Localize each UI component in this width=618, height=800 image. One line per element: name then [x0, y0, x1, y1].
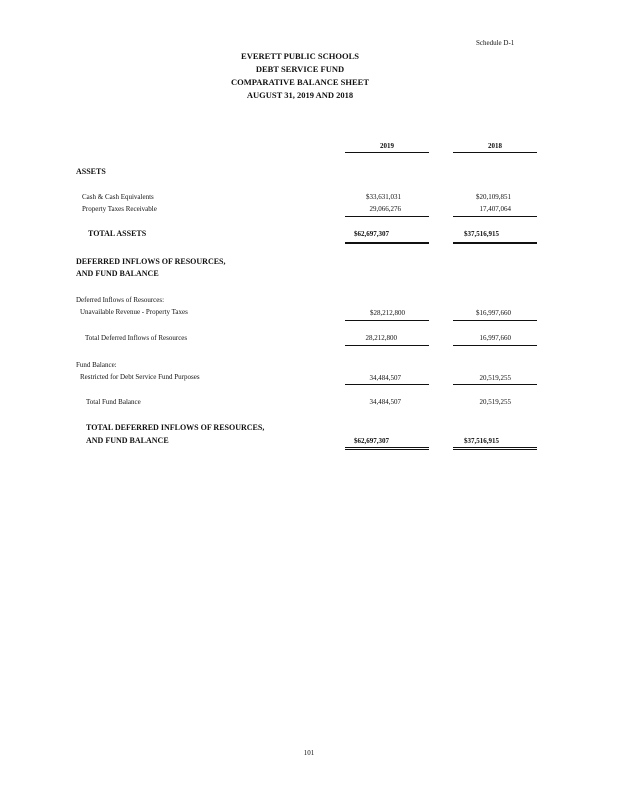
- total-fund-balance-label: Total Fund Balance: [86, 398, 141, 406]
- cash-2019: $33,631,031: [366, 193, 401, 201]
- unavailable-revenue-2019: $28,212,800: [370, 309, 405, 317]
- property-taxes-label: Property Taxes Receivable: [82, 205, 157, 213]
- total-assets-rule-2019: [345, 242, 429, 244]
- assets-heading: ASSETS: [76, 167, 106, 176]
- grand-total-2018: $37,516,915: [464, 437, 499, 445]
- title-fund: DEBT SERVICE FUND: [255, 64, 345, 74]
- total-assets-rule-2018: [453, 242, 537, 244]
- restricted-rule-2019: [345, 384, 429, 385]
- unavailable-revenue-label: Unavailable Revenue - Property Taxes: [80, 308, 188, 316]
- total-assets-label: TOTAL ASSETS: [88, 229, 147, 238]
- page-number: 101: [303, 749, 315, 757]
- deferred-rule-2018: [453, 320, 537, 321]
- property-taxes-2018: 17,407,064: [479, 205, 511, 213]
- grand-total-double-rule-2019: [345, 447, 429, 450]
- subtotal-rule-2019: [345, 216, 429, 217]
- grand-total-label-line2: AND FUND BALANCE: [86, 436, 169, 445]
- total-deferred-label: Total Deferred Inflows of Resources: [85, 334, 188, 342]
- title-district: EVERETT PUBLIC SCHOOLS: [241, 51, 359, 61]
- deferred-rule-2019: [345, 320, 429, 321]
- total-fund-balance-2018: 20,519,255: [479, 398, 511, 406]
- total-deferred-2018: 16,997,660: [479, 334, 511, 342]
- restricted-2019: 34,484,507: [369, 374, 401, 382]
- total-assets-2018: $37,516,915: [464, 230, 499, 238]
- schedule-label: Schedule D-1: [476, 39, 515, 47]
- total-deferred-rule-2018: [453, 345, 537, 346]
- grand-total-double-rule-2018: [453, 447, 537, 450]
- restricted-rule-2018: [453, 384, 537, 385]
- deferred-heading-line1: DEFERRED INFLOWS OF RESOURCES,: [76, 257, 226, 266]
- column-header-rule-2018: [453, 152, 537, 153]
- property-taxes-2019: 29,066,276: [369, 205, 401, 213]
- deferred-heading-line2: AND FUND BALANCE: [76, 269, 159, 278]
- total-deferred-2019: 28,212,800: [365, 334, 397, 342]
- deferred-inflows-subheading: Deferred Inflows of Resources:: [76, 296, 165, 304]
- unavailable-revenue-2018: $16,997,660: [476, 309, 511, 317]
- total-deferred-rule-2019: [345, 345, 429, 346]
- restricted-2018: 20,519,255: [479, 374, 511, 382]
- total-fund-balance-2019: 34,484,507: [369, 398, 401, 406]
- title-statement: COMPARATIVE BALANCE SHEET: [230, 77, 370, 87]
- column-header-rule-2019: [345, 152, 429, 153]
- fund-balance-subheading: Fund Balance:: [76, 361, 117, 369]
- total-assets-2019: $62,697,307: [354, 230, 389, 238]
- subtotal-rule-2018: [453, 216, 537, 217]
- column-header-2019: 2019: [380, 142, 394, 150]
- grand-total-2019: $62,697,307: [354, 437, 389, 445]
- grand-total-label-line1: TOTAL DEFERRED INFLOWS OF RESOURCES,: [86, 423, 265, 432]
- title-date: AUGUST 31, 2019 AND 2018: [246, 90, 354, 100]
- restricted-label: Restricted for Debt Service Fund Purposes: [80, 373, 200, 381]
- column-header-2018: 2018: [488, 142, 502, 150]
- cash-2018: $20,109,851: [476, 193, 511, 201]
- cash-label: Cash & Cash Equivalents: [82, 193, 154, 201]
